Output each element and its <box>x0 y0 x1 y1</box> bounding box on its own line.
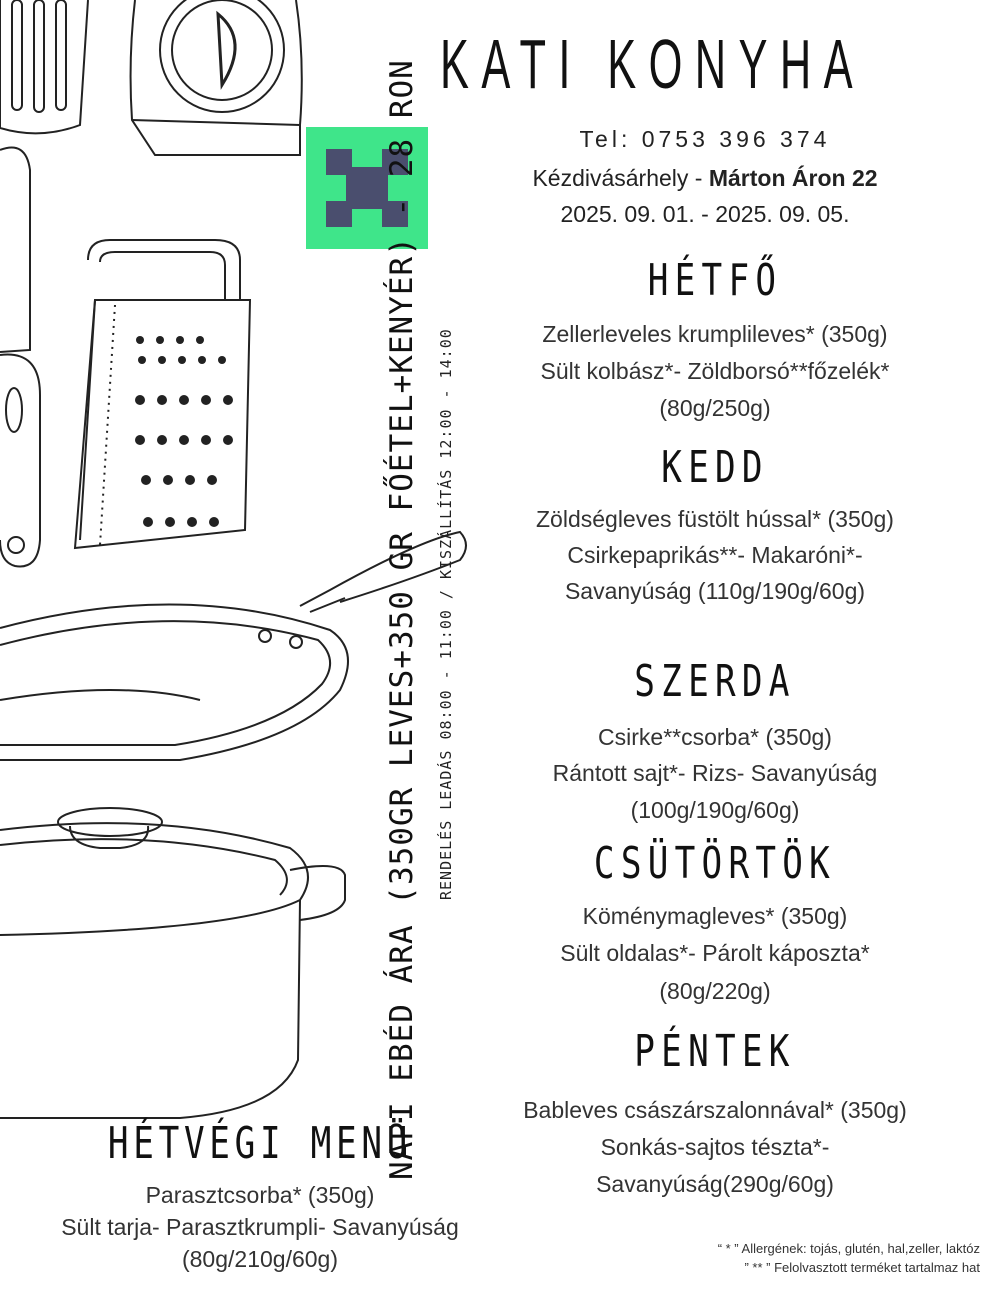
kitchen-timer-icon <box>131 0 302 155</box>
menu-line: Csirkepaprikás**- Makaróni*- <box>567 542 863 568</box>
day-title-friday: PÉNTEK <box>634 1026 796 1077</box>
weekend-menu-title: HÉTVÉGI MENÜ <box>107 1118 413 1169</box>
menu-line: Savanyúság(290g/60g) <box>596 1171 834 1197</box>
menu-line: Savanyúság (110g/190g/60g) <box>564 578 866 604</box>
menu-line: Sült oldalas*- Párolt káposzta* <box>560 940 870 966</box>
frozen-product-legend: ” ** ” Felolvasztott terméket tartalmaz hat <box>744 1260 980 1275</box>
menu-line: Rántott sajt*- Rizs- Savanyúság <box>552 760 878 786</box>
menu-line: (80g/250g) <box>659 395 771 421</box>
day-title-monday: HÉTFŐ <box>647 255 783 306</box>
menu-line: Zellerleveles krumplileves* (350g) <box>542 321 888 347</box>
menu-line: Zöldségleves füstölt hússal* (350g) <box>536 506 894 532</box>
menu-line: (100g/190g/60g) <box>630 797 800 823</box>
menu-date-range: 2025. 09. 01. - 2025. 09. 05. <box>560 201 850 227</box>
day-title-wednesday: SZERDA <box>634 656 796 707</box>
menu-line: Sonkás-sajtos tészta*- <box>600 1134 830 1160</box>
day-title-thursday: CSÜTÖRTÖK <box>593 838 837 889</box>
menu-line: (80g/210g/60g) <box>181 1246 338 1272</box>
menu-line: Sült kolbász*- Zöldborsó**főzelék* <box>540 358 890 384</box>
menu-line: Parasztcsorba* (350g) <box>145 1182 375 1208</box>
menu-line: (80g/220g) <box>659 978 771 1004</box>
spatula-icon <box>0 0 88 566</box>
cooking-pot-icon <box>0 808 345 1118</box>
order-delivery-hours: RENDELÉS LEADÁS 08:00 - 11:00 / KISZÁLLÍTÁS 12:00 - 14:00 <box>437 328 455 900</box>
phone-number: Tel: 0753 396 374 <box>579 126 831 152</box>
menu-line: Sült tarja- Parasztkrumpli- Savanyúság <box>61 1214 459 1240</box>
daily-price-note: NAPI EBÉD ÁRA (350GR LEVES+350 GR FŐÉTEL+KENYÉR) - 28 RON <box>384 59 420 1180</box>
menu-line: Bableves császárszalonnával* (350g) <box>523 1097 907 1123</box>
address-city: Kézdivásárhely - <box>532 165 709 191</box>
allergen-legend: “ * ” Allergének: tojás, glutén, hal,zeller, laktóz <box>717 1241 980 1256</box>
menu-line: Köménymagleves* (350g) <box>582 903 848 929</box>
address-street: Márton Áron 22 <box>708 165 878 191</box>
grater-icon <box>75 240 250 548</box>
brand-title: KATI KONYHA <box>440 25 865 103</box>
menu-line: Csirke**csorba* (350g) <box>598 724 832 750</box>
day-title-tuesday: KEDD <box>661 442 769 493</box>
address <box>470 165 940 192</box>
